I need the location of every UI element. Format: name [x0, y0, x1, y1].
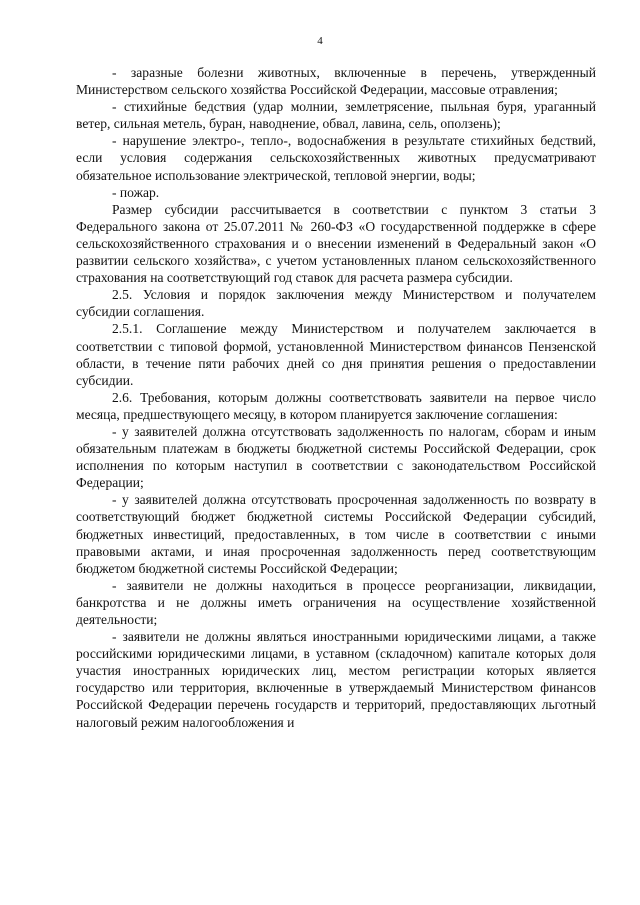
document-body [76, 64, 596, 731]
paragraph-tax-debt: - у заявителей должна отсутствовать задолженность по налогам, сборам и иным обязательным платежам в бюджеты бюджетной системы Российской Федерации, срок исполнения по которым наступил в соответствии с законодательством Российской Федерации; [76, 423, 596, 491]
paragraph-section-2-5-1: 2.5.1. Соглашение между Министерством и получателем заключается в соответствии с типовой формой, установленной Министерством финансов Пензенской области, в течение пяти рабочих дней со дня принятия решения о предоставлении субсидии. [76, 321, 596, 388]
paragraph-section-2-6: 2.6. Требования, которым должны соответствовать заявители на первое число месяца, предшествующего месяцу, в котором планируется заключение соглашения: [76, 389, 596, 422]
paragraph-section-2-5: 2.5. Условия и порядок заключения между Министерством и получателем субсидии соглашения. [76, 287, 596, 320]
paragraph-contagious-diseases: - заразные болезни животных, включенные в перечень, утвержденный Министерством сельского хозяйства Российской Федерации, массовые отравления; [76, 65, 596, 98]
paragraph-utility-disruption: - нарушение электро-, тепло-, водоснабжения в результате стихийных бедствий, если условия содержания сельскохозяйственных животных предусматривают обязательное использование электрической, тепловой энергии, воды; [76, 133, 596, 183]
paragraph-subsidy-amount: Размер субсидии рассчитывается в соответствии с пунктом 3 статьи 3 Федерального закона от 25.07.2011 № 260-ФЗ «О государственной поддержке в сфере сельскохозяйственного страхования и о внесении изменений в Федеральный закон «О развитии сельского хозяйства», с учетом установленных планом сельскохозяйственного страхования на соответствующий год ставок для расчета размера субсидии. [76, 201, 596, 286]
page-number: 4 [317, 35, 323, 47]
paragraph-foreign-entities: - заявители не должны являться иностранными юридическими лицами, а также российскими юридическими лицами, в уставном (складочном) капитале которых доля участия иностранных юридических лиц, местом регистрации которых является государство или территория, включенные в утверждаемый Министерством финансов Российской Федерации перечень государств и территорий, предоставляющих льготный налоговый режим налогообложения и [76, 629, 596, 730]
paragraph-fire: - пожар. [112, 184, 160, 200]
paragraph-overdue-debt: - у заявителей должна отсутствовать просроченная задолженность по возврату в соответствующий бюджет бюджетной системы Российской Федерации субсидий, бюджетных инвестиций, предоставленных, в том числе в соответствии с иными правовыми актами, и иная просроченная задолженность перед соответствующим бюджетом бюджетной системы Российской Федерации; [76, 492, 596, 576]
paragraph-reorganization: - заявители не должны находиться в процессе реорганизации, ликвидации, банкротства и не должны иметь ограничения на осуществление хозяйственной деятельности; [76, 577, 596, 627]
paragraph-natural-disasters: - стихийные бедствия (удар молнии, землетрясение, пыльная буря, ураганный ветер, сильная метель, буран, наводнение, обвал, лавина, сель, оползень); [76, 99, 596, 132]
